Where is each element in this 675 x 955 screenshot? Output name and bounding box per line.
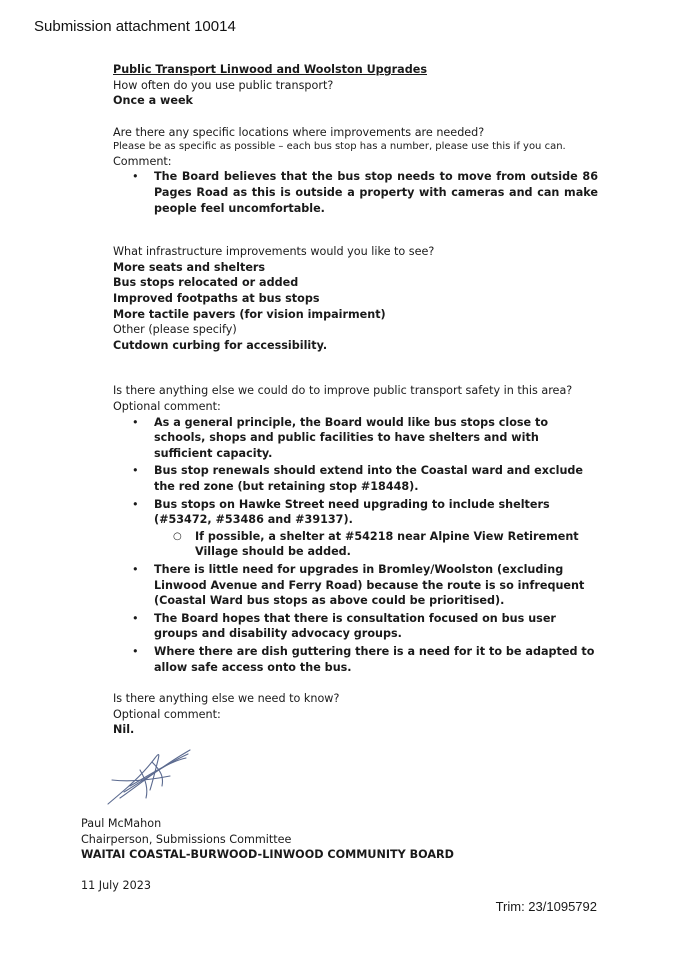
list-item: • Bus stops on Hawke Street need upgrading to include shelters (#53472, #53486 and #39137). ○ If possible, a shelter at #54218 near Alpine View Retirement Village should be added. (113, 497, 598, 560)
optional-comment-label: Optional comment: (113, 707, 221, 721)
signatory-name: Paul McMahon (81, 817, 162, 830)
answer-anything-else: Nil. (113, 723, 135, 737)
question-locations-note: Please be as specific as possible – each bus stop has a number, please use this if you can. (113, 141, 566, 153)
submission-date: 11 July 2023 (81, 879, 151, 892)
question-locations: Are there any specific locations where improvements are needed? (113, 125, 485, 139)
signature-block (81, 816, 454, 863)
locations-bullet-list (113, 169, 598, 216)
list-item: • Where there are dish guttering there is a need for it to be adapted to allow safe access onto the bus. (132, 644, 595, 674)
question-frequency: How often do you use public transport? (113, 78, 334, 92)
circle-bullet-icon: ○ (173, 530, 182, 542)
answer-frequency: Once a week (113, 94, 193, 108)
question-anything-else: Is there anything else we need to know? (113, 692, 340, 706)
board-name: WAITAI COASTAL-BURWOOD-LINWOOD COMMUNITY BOARD (81, 848, 454, 862)
question-infrastructure: What infrastructure improvements would you like to see? (113, 245, 435, 259)
list-item: • Bus stop renewals should extend into the Coastal ward and exclude the red zone (but retaining stop #18448). (132, 464, 583, 493)
bullet-icon: • (132, 562, 139, 576)
answer-item: Improved footpaths at bus stops (113, 292, 320, 306)
optional-comment-label: Optional comment: (113, 400, 221, 413)
submission-body (113, 62, 598, 738)
attachment-header: Submission attachment 10014 (34, 18, 236, 35)
bullet-icon: • (132, 611, 139, 625)
bullet-icon: • (132, 497, 139, 511)
sub-list-item: ○ If possible, a shelter at #54218 near Alpine View Retirement Village should be added. (173, 529, 579, 559)
signatory-role: Chairperson, Submissions Committee (81, 832, 292, 846)
other-label: Other (please specify) (113, 323, 237, 337)
list-item: • As a general principle, the Board would like bus stops close to schools, shops and public facilities to have shelters and with sufficient capacity. (132, 415, 549, 460)
list-item: • There is little need for upgrades in Bromley/Woolston (excluding Linwood Avenue and Ferry Road) because the route is so infrequent (Coastal Ward bus stops as above could be prioritised). (132, 562, 585, 608)
bullet-icon: • (132, 644, 139, 658)
list-item: • The Board believes that the bus stop needs to move from outside 86 Pages Road as this is outside a property with cameras and can make people feel uncomfortable. (132, 170, 598, 215)
answer-other: Cutdown curbing for accessibility. (113, 338, 328, 352)
bullet-icon: • (132, 415, 139, 429)
signature-image (100, 740, 195, 808)
answer-item: Bus stops relocated or added (113, 276, 299, 290)
safety-bullet-list (113, 415, 598, 676)
comment-label: Comment: (113, 154, 172, 168)
trim-reference: Trim: 23/1095792 (495, 899, 597, 914)
bullet-icon: • (132, 170, 139, 184)
bullet-icon: • (132, 464, 139, 478)
sub-bullet-list (154, 529, 598, 560)
answer-item: More tactile pavers (for vision impairment) (113, 307, 386, 321)
answer-item: More seats and shelters (113, 260, 266, 274)
document-title: Public Transport Linwood and Woolston Upgrades (113, 63, 427, 76)
list-item: • The Board hopes that there is consultation focused on bus user groups and disability advocacy groups. (132, 611, 556, 641)
question-safety: Is there anything else we could do to improve public transport safety in this area? (113, 384, 573, 398)
